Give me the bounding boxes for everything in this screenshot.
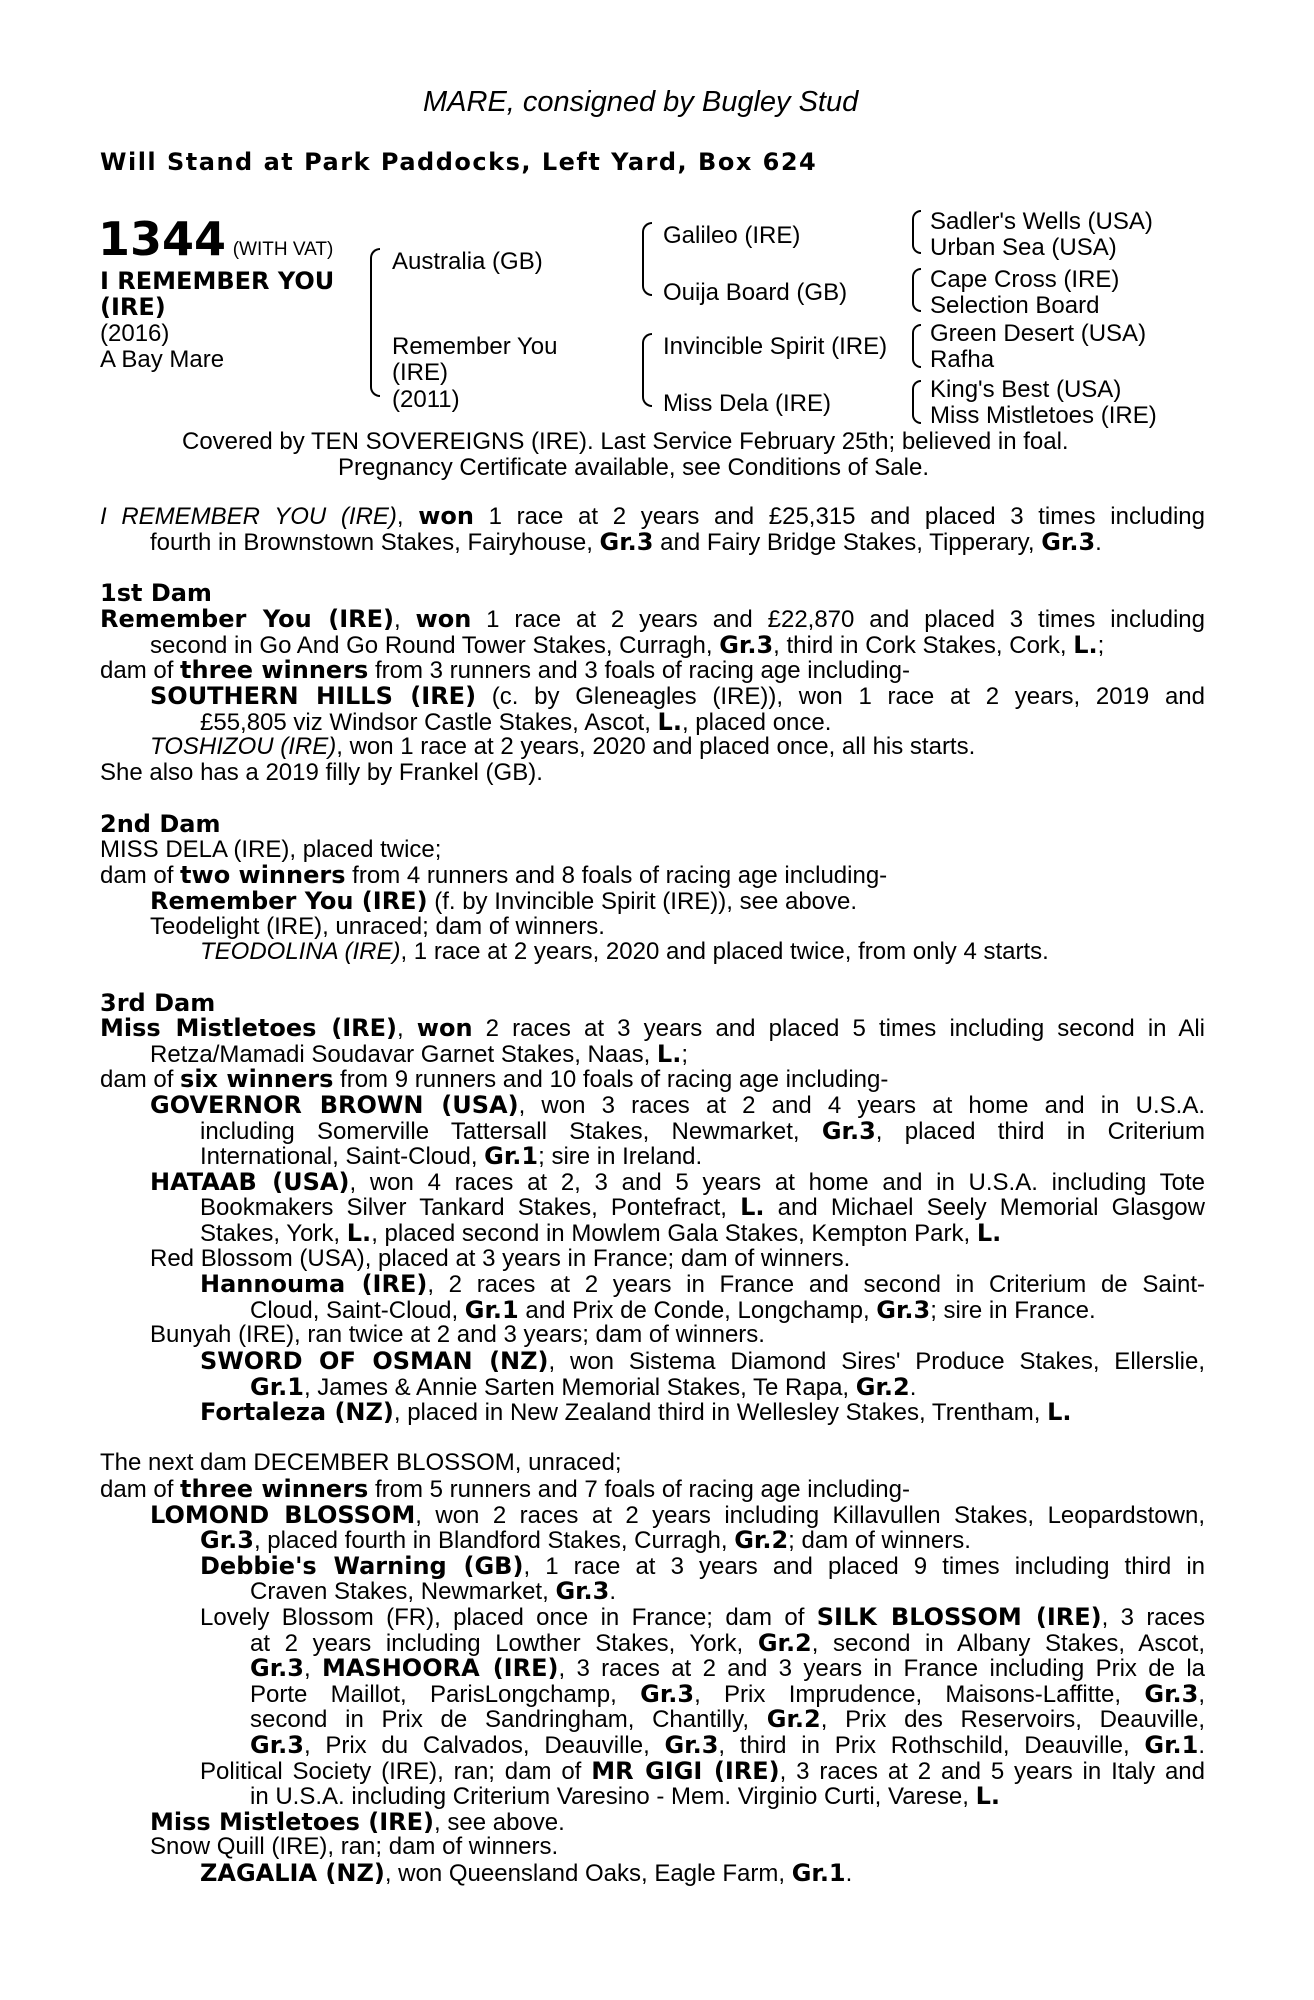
- next-dam-l12gr2: Gr.3: [664, 1731, 719, 1759]
- next-dam-l15name: Miss Mistletoes (IRE): [150, 1808, 435, 1836]
- first-dam-line-7: She also has a 2019 filly by Frankel (GB).: [100, 759, 543, 786]
- third-dam-line-3: [100, 1066, 1205, 1093]
- next-dam-l14l: L.: [975, 1782, 1001, 1810]
- next-dam-line-11: [250, 1706, 1205, 1733]
- pedigree-sds: Cape Cross (IRE): [930, 266, 1120, 293]
- first-dam-l2l: L.: [1073, 631, 1098, 659]
- vat-note: (WITH VAT): [232, 239, 334, 260]
- pedigree-brace-sd: [912, 268, 921, 312]
- next-dam-l10a: Porte Maillot, ParisLongchamp,: [250, 1681, 641, 1708]
- third-dam-line-10: Red Blossom (USA), placed at 3 years in France; dam of winners.: [150, 1245, 851, 1272]
- next-dam-l9a: ,: [303, 1655, 322, 1682]
- next-dam-l11a: second in Prix de Sandringham, Chantilly,: [250, 1706, 767, 1733]
- next-dam-l6b: .: [609, 1578, 617, 1605]
- first-dam-heading: 1st Dam: [100, 579, 212, 607]
- third-dam-l8l: L.: [740, 1193, 765, 1221]
- next-dam-l6a: Craven Stakes, Newmarket,: [250, 1578, 556, 1605]
- third-dam-l12a: Cloud, Saint-Cloud,: [250, 1297, 465, 1324]
- first-dam-l2gr: Gr.3: [719, 631, 774, 659]
- next-dam-l13b: , 3 races at 2 and 5 years in Italy and: [779, 1758, 1205, 1785]
- next-dam-l3name: LOMOND BLOSSOM: [150, 1501, 416, 1529]
- first-dam-l3b: three winners: [180, 656, 369, 684]
- third-dam-l9a: Stakes, York,: [200, 1220, 347, 1247]
- next-dam-l2b: three winners: [180, 1475, 369, 1503]
- next-dam-l7b: , 3 races: [1101, 1604, 1206, 1631]
- pedigree-ssd: Urban Sea (USA): [930, 234, 1117, 261]
- second-dam-l3rest: (f. by Invincible Spirit (IRE)), see above.: [427, 888, 858, 915]
- third-dam-l2a: Retza/Mamadi Soudavar Garnet Stakes, Naas,: [150, 1041, 657, 1068]
- next-dam-l8a: at 2 years including Lowther Stakes, York,: [250, 1630, 758, 1657]
- second-dam-l2b: two winners: [180, 861, 346, 889]
- next-dam-line-9: [250, 1655, 1205, 1682]
- first-dam-l4rest: (c. by Gleneagles (IRE)), won 1 race at 2 years, 2019 and: [476, 683, 1205, 710]
- third-dam-l1won: won: [416, 1014, 473, 1042]
- horse-description: A Bay Mare: [100, 346, 225, 373]
- first-dam-sep: ,: [393, 606, 416, 633]
- third-dam-l8a: Bookmakers Silver Tankard Stakes, Pontefract,: [200, 1194, 741, 1221]
- third-dam-l15a: , James & Annie Sarten Memorial Stakes, Te Rapa,: [303, 1374, 856, 1401]
- second-dam-l2c: from 4 runners and 8 foals of racing age including-: [345, 862, 888, 889]
- third-dam-l11name: Hannouma (IRE): [200, 1270, 428, 1298]
- pedigree-brace-ds: [912, 324, 921, 368]
- intro-rest1: 1 race at 2 years and £25,315 and placed 3 times including: [474, 503, 1206, 530]
- next-dam-l12gr3: Gr.1: [1144, 1731, 1199, 1759]
- next-dam-line-15: [150, 1809, 1255, 1836]
- next-dam-l2c: from 5 runners and 7 foals of racing age including-: [368, 1476, 910, 1503]
- next-dam-l3rest: , won 2 races at 2 years including Killavullen Stakes, Leopardstown,: [415, 1502, 1206, 1529]
- second-dam-line-4: Teodelight (IRE), unraced; dam of winners.: [150, 913, 605, 940]
- next-dam-l17a: , won Queensland Oaks, Eagle Farm,: [384, 1860, 792, 1887]
- third-dam-l16name: Fortaleza (NZ): [200, 1398, 394, 1426]
- intro-sep: ,: [396, 503, 419, 530]
- first-dam-l3c: from 3 runners and 3 foals of racing age including-: [368, 657, 910, 684]
- third-dam-l15gr2: Gr.2: [855, 1373, 910, 1401]
- intro-line-1: [100, 503, 1205, 530]
- third-dam-l14rest: , won Sistema Diamond Sires' Produce Stakes, Ellerslie,: [548, 1348, 1205, 1375]
- pedigree-sire-dam: Ouija Board (GB): [663, 279, 848, 306]
- next-dam-line-4: [200, 1527, 1305, 1554]
- next-dam-l5name: Debbie's Warning (GB): [200, 1552, 524, 1580]
- third-dam-l6b: ; sire in Ireland.: [538, 1143, 703, 1170]
- next-dam-l2a: dam of: [100, 1476, 181, 1503]
- first-dam-l5a: £55,805 viz Windsor Castle Stakes, Ascot,: [200, 709, 658, 736]
- next-dam-l8b: , second in Albany Stakes, Ascot,: [811, 1630, 1205, 1657]
- next-dam-l9b: , 3 races at 2 and 3 years in France including Prix de la: [558, 1655, 1205, 1682]
- first-dam-line-2: [150, 632, 1255, 659]
- first-dam-l2b: , third in Cork Stakes, Cork,: [773, 632, 1074, 659]
- third-dam-l1sep: ,: [396, 1015, 417, 1042]
- intro-name: I REMEMBER YOU (IRE): [100, 503, 397, 530]
- third-dam-line-14: [200, 1348, 1205, 1375]
- third-dam-line-4: [150, 1092, 1205, 1119]
- next-dam-l4gr: Gr.3: [200, 1526, 254, 1554]
- second-dam-line-1: MISS DELA (IRE), placed twice;: [100, 836, 442, 863]
- third-dam-l16rest: , placed in New Zealand third in Wellesley Stakes, Trentham,: [393, 1399, 1048, 1426]
- third-dam-l11rest: , 2 races at 2 years in France and second in Criterium de Saint-: [427, 1271, 1206, 1298]
- next-dam-line-5: [200, 1553, 1205, 1580]
- next-dam-l9name: MASHOORA (IRE): [321, 1654, 559, 1682]
- next-dam-l7a: Lovely Blossom (FR), placed once in France; dam of: [200, 1604, 817, 1631]
- next-dam-line-1: The next dam DECEMBER BLOSSOM, unraced;: [100, 1449, 622, 1476]
- first-dam-line-3: [100, 657, 1205, 684]
- next-dam-l13name: MR GIGI (IRE): [591, 1757, 780, 1785]
- pedigree-brace-main: [370, 248, 380, 397]
- third-dam-l12gr: Gr.1: [464, 1296, 519, 1324]
- intro-gr1: Gr.3: [599, 528, 654, 556]
- next-dam-l17gr: Gr.1: [791, 1859, 846, 1887]
- third-dam-l1name: Miss Mistletoes (IRE): [100, 1014, 397, 1042]
- next-dam-line-16: Snow Quill (IRE), ran; dam of winners.: [150, 1833, 559, 1860]
- pedigree-brace-dd: [912, 380, 921, 424]
- next-dam-l17b: .: [845, 1860, 853, 1887]
- first-dam-name: Remember You (IRE): [100, 605, 394, 633]
- third-dam-l3c: from 9 runners and 10 foals of racing age including-: [333, 1066, 889, 1093]
- next-dam-l14a: in U.S.A. including Criterium Varesino - Mem. Virginio Curti, Varese,: [250, 1783, 976, 1810]
- pedigree-sire-sire: Galileo (IRE): [663, 222, 801, 249]
- second-dam-heading: 2nd Dam: [100, 810, 221, 838]
- third-dam-l3a: dam of: [100, 1066, 181, 1093]
- third-dam-line-2: [150, 1041, 1255, 1068]
- third-dam-l12b: and Prix de Conde, Longchamp,: [518, 1297, 877, 1324]
- next-dam-l4a: , placed fourth in Blandford Stakes, Curragh,: [253, 1527, 735, 1554]
- first-dam-l6rest: , won 1 race at 2 years, 2020 and placed once, all his starts.: [336, 733, 976, 760]
- third-dam-line-7: [150, 1169, 1205, 1196]
- second-dam-line-3: [150, 888, 1255, 915]
- pedigree-dsd: Rafha: [930, 346, 995, 373]
- next-dam-l6gr: Gr.3: [555, 1577, 610, 1605]
- next-dam-line-3: [150, 1502, 1205, 1529]
- pedigree-sire: Australia (GB): [392, 248, 543, 275]
- third-dam-l7name: HATAAB (USA): [150, 1168, 350, 1196]
- pedigree-ddd: Miss Mistletoes (IRE): [930, 402, 1157, 429]
- third-dam-line-1: [100, 1015, 1205, 1042]
- next-dam-line-6: [250, 1578, 1314, 1605]
- pedigree-sdd: Selection Board: [930, 292, 1100, 319]
- third-dam-l5b: , placed third in Criterium: [875, 1118, 1205, 1145]
- next-dam-l12c: .: [1198, 1732, 1205, 1759]
- intro-gr2: Gr.3: [1041, 528, 1096, 556]
- pregnancy-certificate-line: Pregnancy Certificate available, see Conditions of Sale.: [338, 454, 929, 481]
- next-dam-line-8: [250, 1630, 1205, 1657]
- pedigree-dam: Remember You: [392, 333, 558, 360]
- lot-number-value: 1344: [98, 212, 227, 266]
- second-dam-l2a: dam of: [100, 862, 181, 889]
- next-dam-line-13: [200, 1758, 1205, 1785]
- next-dam-l17name: ZAGALIA (NZ): [200, 1859, 385, 1887]
- third-dam-l3b: six winners: [180, 1065, 334, 1093]
- pedigree-brace-sire: [642, 222, 652, 296]
- first-dam-l2c: ;: [1097, 632, 1105, 659]
- pedigree-brace-dam: [642, 333, 652, 407]
- first-dam-l1rest: 1 race at 2 years and £22,870 and placed 3 times including: [471, 606, 1205, 633]
- first-dam-l4name: SOUTHERN HILLS (IRE): [150, 682, 477, 710]
- next-dam-l12a: , Prix du Calvados, Deauville,: [303, 1732, 665, 1759]
- pedigree-dds: King's Best (USA): [930, 376, 1122, 403]
- covered-line: Covered by TEN SOVEREIGNS (IRE). Last Service February 25th; believed in foal.: [182, 428, 1069, 455]
- next-dam-l13a: Political Society (IRE), ran; dam of: [200, 1758, 592, 1785]
- foaling-year: (2016): [100, 320, 170, 347]
- pedigree-sss: Sadler's Wells (USA): [930, 208, 1153, 235]
- intro-line-2: [150, 529, 1255, 556]
- next-dam-l10b: , Prix Imprudence, Maisons-Laffitte,: [694, 1681, 1145, 1708]
- pedigree-dam-country: (IRE): [392, 359, 448, 386]
- next-dam-l10gr: Gr.3: [640, 1680, 695, 1708]
- first-dam-l5b: , placed once.: [681, 709, 832, 736]
- third-dam-l6a: International, Saint-Cloud,: [200, 1143, 485, 1170]
- third-dam-heading: 3rd Dam: [100, 989, 216, 1017]
- third-dam-l9l: L.: [346, 1219, 372, 1247]
- pedigree-dam-year: (2011): [392, 386, 460, 413]
- third-dam-l6gr: Gr.1: [484, 1142, 539, 1170]
- next-dam-l12gr: Gr.3: [250, 1731, 304, 1759]
- next-dam-l9gr: Gr.3: [250, 1654, 304, 1682]
- third-dam-l2b: ;: [681, 1041, 688, 1068]
- third-dam-l1rest: 2 races at 3 years and placed 5 times including second in Ali: [472, 1015, 1205, 1042]
- second-dam-l5name: TEODOLINA (IRE): [200, 938, 401, 965]
- next-dam-l7name: SILK BLOSSOM (IRE): [816, 1603, 1102, 1631]
- third-dam-line-13: Bunyah (IRE), ran twice at 2 and 3 years; dam of winners.: [150, 1321, 765, 1348]
- pedigree-dss: Green Desert (USA): [930, 320, 1147, 347]
- first-dam-won: won: [415, 605, 472, 633]
- pedigree-dam-sire: Invincible Spirit (IRE): [663, 333, 888, 360]
- next-dam-line-7: [200, 1604, 1205, 1631]
- next-dam-line-12: [250, 1732, 1205, 1759]
- third-dam-l5a: including Somerville Tattersall Stakes, Newmarket,: [200, 1118, 822, 1145]
- next-dam-l4gr2: Gr.2: [734, 1526, 789, 1554]
- third-dam-l9l2: L.: [976, 1219, 1002, 1247]
- second-dam-l5rest: , 1 race at 2 years, 2020 and placed twice, from only 4 starts.: [400, 938, 1049, 965]
- intro-rest2c: .: [1095, 529, 1102, 556]
- first-dam-line-4: [150, 683, 1205, 710]
- pedigree-dam-dam: Miss Dela (IRE): [663, 390, 832, 417]
- third-dam-line-5: [200, 1118, 1205, 1145]
- second-dam-line-2: [100, 862, 1205, 889]
- third-dam-line-16: [200, 1399, 1305, 1426]
- third-dam-line-11: [200, 1271, 1205, 1298]
- third-dam-l16l: L.: [1047, 1398, 1072, 1426]
- first-dam-l6name: TOSHIZOU (IRE): [150, 733, 337, 760]
- third-dam-l9b: , placed second in Mowlem Gala Stakes, Kempton Park,: [371, 1220, 977, 1247]
- first-dam-l5l: L.: [657, 708, 682, 736]
- first-dam-line-5: [200, 709, 1305, 736]
- third-dam-l12gr2: Gr.3: [876, 1296, 931, 1324]
- horse-name-country: (IRE): [100, 293, 166, 321]
- next-dam-l10gr2: Gr.3: [1144, 1680, 1199, 1708]
- intro-rest2b: and Fairy Bridge Stakes, Tipperary,: [653, 529, 1042, 556]
- next-dam-l11b: , Prix des Reservoirs, Deauville,: [820, 1706, 1205, 1733]
- third-dam-l7rest: , won 4 races at 2, 3 and 5 years at home and in U.S.A. including Tote: [349, 1169, 1205, 1196]
- third-dam-l2l: L.: [656, 1040, 682, 1068]
- next-dam-l10c: ,: [1198, 1681, 1205, 1708]
- third-dam-line-15: [250, 1374, 1314, 1401]
- third-dam-l8b: and Michael Seely Memorial Glasgow: [764, 1194, 1205, 1221]
- next-dam-l5rest: , 1 race at 3 years and placed 9 times including third in: [523, 1553, 1205, 1580]
- next-dam-line-10: [250, 1681, 1205, 1708]
- next-dam-l12b: , third in Prix Rothschild, Deauville,: [718, 1732, 1145, 1759]
- intro-rest2a: fourth in Brownstown Stakes, Fairyhouse,: [150, 529, 600, 556]
- third-dam-l12c: ; sire in France.: [930, 1297, 1096, 1324]
- pedigree-brace-ss: [912, 210, 921, 254]
- first-dam-l3a: dam of: [100, 657, 181, 684]
- consignor-heading: MARE, consigned by Bugley Stud: [423, 86, 859, 118]
- second-dam-l3name: Remember You (IRE): [150, 887, 428, 915]
- intro-won: won: [418, 502, 474, 530]
- next-dam-l8gr: Gr.2: [757, 1629, 812, 1657]
- lot-number: [98, 212, 333, 266]
- third-dam-l15gr: Gr.1: [250, 1373, 304, 1401]
- third-dam-l4name: GOVERNOR BROWN (USA): [150, 1091, 519, 1119]
- next-dam-line-14: [250, 1783, 1314, 1810]
- horse-name: I REMEMBER YOU: [100, 267, 335, 295]
- next-dam-l15rest: , see above.: [434, 1809, 565, 1836]
- third-dam-line-6: [200, 1143, 1305, 1170]
- third-dam-l5gr: Gr.3: [821, 1117, 876, 1145]
- third-dam-line-8: [200, 1194, 1205, 1221]
- first-dam-line-1: [100, 606, 1205, 633]
- third-dam-line-12: [250, 1297, 1314, 1324]
- third-dam-line-9: [200, 1220, 1305, 1247]
- third-dam-l4rest: , won 3 races at 2 and 4 years at home and in U.S.A.: [518, 1092, 1205, 1119]
- first-dam-line-6: [150, 734, 1255, 760]
- first-dam-l2a: second in Go And Go Round Tower Stakes, Curragh,: [150, 632, 720, 659]
- third-dam-l14name: SWORD OF OSMAN (NZ): [200, 1347, 549, 1375]
- second-dam-line-5: [200, 939, 1305, 965]
- stand-location: Will Stand at Park Paddocks, Left Yard, Box 624: [100, 148, 818, 176]
- next-dam-l4b: ; dam of winners.: [788, 1527, 971, 1554]
- next-dam-l11gr: Gr.2: [766, 1705, 821, 1733]
- third-dam-l15b: .: [909, 1374, 917, 1401]
- next-dam-line-2: [100, 1476, 1205, 1503]
- next-dam-line-17: [200, 1860, 1305, 1887]
